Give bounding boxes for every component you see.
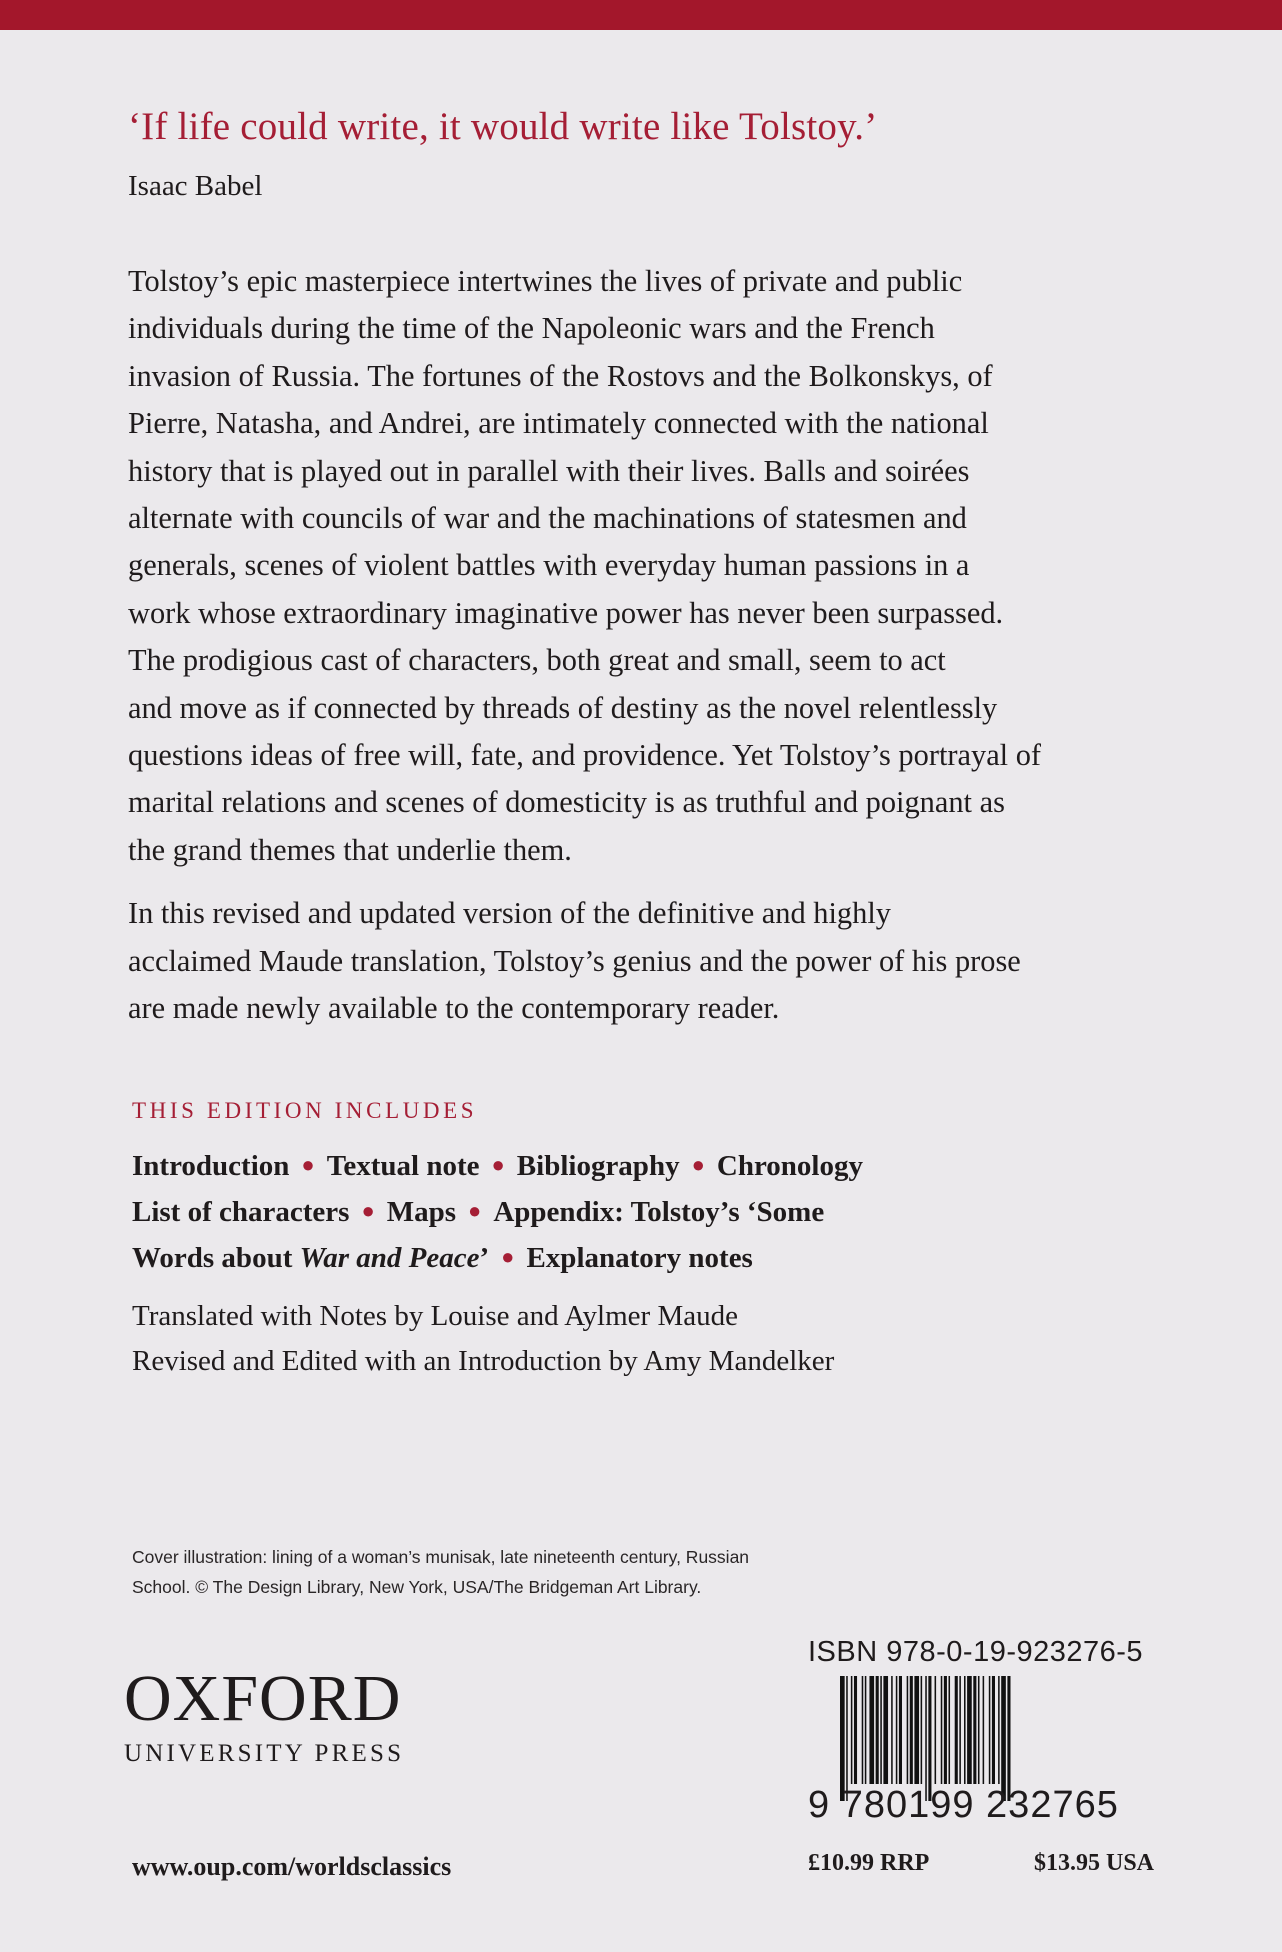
include-list-of-characters: List of characters — [132, 1196, 350, 1228]
includes-row-2 — [132, 1190, 863, 1236]
publisher-website-link[interactable]: www.oup.com/worldsclassics — [132, 1852, 452, 1881]
include-chronology: Chronology — [716, 1150, 863, 1182]
description-paragraph-2-line: In this revised and updated version of the definitive and highly — [128, 896, 891, 931]
description-paragraph-1-line: marital relations and scenes of domesticity is as truthful and poignant as — [128, 785, 1005, 820]
description-paragraph-1-line: history that is played out in parallel with their lives. Balls and soirées — [128, 453, 970, 488]
description-paragraph-2-line: are made newly available to the contemporary reader. — [128, 991, 780, 1026]
bullet-dot: ● — [691, 1152, 705, 1177]
bullet-dot: ● — [468, 1198, 482, 1223]
barcode-digits: 9 780199 232765 — [808, 1784, 1119, 1826]
include-bibliography: Bibliography — [516, 1150, 680, 1182]
includes-row-1 — [132, 1144, 863, 1190]
include-appendix-part1: Appendix: Tolstoy’s ‘Some — [493, 1196, 825, 1228]
translation-credits — [132, 1294, 834, 1384]
description-paragraph-1-line: the grand themes that underlie them. — [128, 832, 572, 867]
edition-includes-heading: THIS EDITION INCLUDES — [132, 1098, 478, 1123]
translator-credit: Translated with Notes by Louise and Aylmer Maude — [132, 1300, 738, 1332]
description-paragraph-1-line: work whose extraordinary imaginative power has never been surpassed. — [128, 595, 1004, 630]
bullet-dot: ● — [491, 1152, 505, 1177]
publisher-logo — [124, 1662, 405, 1768]
barcode-icon — [840, 1676, 1170, 1801]
price-gb: £10.99 RRP — [808, 1850, 930, 1876]
cover-illustration-credit — [132, 1542, 749, 1602]
top-color-band — [0, 0, 1282, 30]
description-paragraph-1-line: Pierre, Natasha, and Andrei, are intimately connected with the national — [128, 406, 989, 441]
description-paragraph-1-line: Tolstoy’s epic masterpiece intertwines the lives of private and public — [128, 264, 963, 298]
epigraph-quote: ‘If life could write, it would write like Tolstoy.’ — [128, 105, 878, 148]
bullet-dot: ● — [501, 1244, 515, 1269]
publisher-name: OXFORD — [124, 1662, 402, 1735]
include-textual-note: Textual note — [326, 1150, 480, 1182]
description-paragraph-1-line: generals, scenes of violent battles with everyday human passions in a — [128, 548, 970, 583]
description-paragraph-2 — [128, 890, 1208, 1032]
edition-includes-list — [132, 1144, 863, 1282]
include-appendix-title: War and Peace — [299, 1242, 480, 1274]
includes-row-3 — [132, 1236, 863, 1282]
epigraph-author: Isaac Babel — [128, 170, 263, 202]
description-paragraph-1-line: questions ideas of free will, fate, and providence. Yet Tolstoy’s portrayal of — [128, 738, 1042, 773]
include-introduction: Introduction — [132, 1150, 290, 1182]
book-description — [128, 258, 1208, 1033]
description-paragraph-2-line: acclaimed Maude translation, Tolstoy’s genius and the power of his prose — [128, 943, 1021, 978]
description-paragraph-1-line: individuals during the time of the Napoleonic wars and the French — [128, 311, 935, 346]
price-us: $13.95 USA — [1034, 1850, 1155, 1876]
bullet-dot: ● — [301, 1152, 315, 1177]
description-paragraph-1-line: invasion of Russia. The fortunes of the Rostovs and the Bolkonskys, of — [128, 358, 993, 393]
include-maps: Maps — [386, 1196, 457, 1228]
cover-credit-line-1: Cover illustration: lining of a woman’s munisak, late nineteenth century, Russian — [132, 1547, 750, 1567]
include-explanatory-notes: Explanatory notes — [526, 1242, 753, 1274]
publisher-subtitle: UNIVERSITY PRESS — [124, 1740, 405, 1767]
cover-credit-line-2: School. © The Design Library, New York, USA/The Bridgeman Art Library. — [132, 1577, 702, 1597]
description-paragraph-1 — [128, 258, 1208, 874]
description-paragraph-1-line: and move as if connected by threads of destiny as the novel relentlessly — [128, 690, 998, 725]
editor-credit: Revised and Edited with an Introduction by Amy Mandelker — [132, 1345, 835, 1377]
include-appendix-part2: Words about — [132, 1242, 300, 1274]
isbn-label: ISBN 978-0-19-923276-5 — [808, 1636, 1144, 1668]
description-paragraph-1-line: alternate with councils of war and the machinations of statesmen and — [128, 501, 967, 536]
bullet-dot: ● — [361, 1198, 375, 1223]
include-appendix-close: ’ — [479, 1242, 490, 1274]
description-paragraph-1-line: The prodigious cast of characters, both great and small, seem to act — [128, 643, 946, 678]
